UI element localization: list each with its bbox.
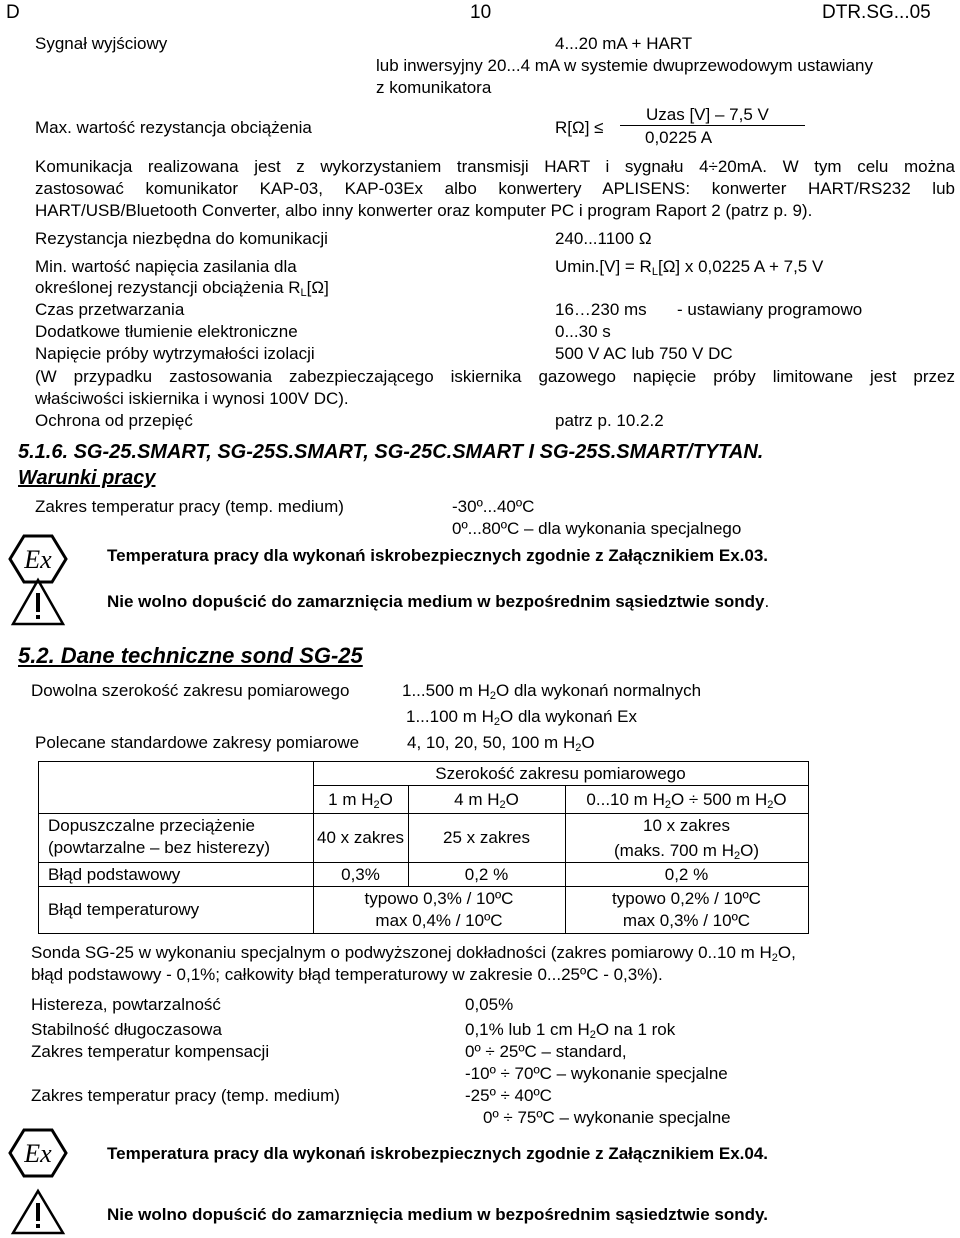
table-basic-error-1m: 0,3% bbox=[341, 865, 380, 884]
temp-range-value: -30º...40ºC bbox=[452, 497, 535, 516]
table-basic-error-range: 0,2 % bbox=[664, 865, 709, 884]
communication-line-2: zastosować komunikator KAP-03, KAP-03Ex albo konwertery APLISENS: konwerter HART/RS232 lub bbox=[35, 179, 955, 198]
warn-note-1: Nie wolno dopuścić do zamarznięcia medium w bezpośrednim sąsiedztwie sondy. bbox=[107, 592, 770, 611]
warn-note-2: Nie wolno dopuścić do zamarznięcia medium w bezpośrednim sąsiedztwie sondy. bbox=[107, 1205, 768, 1224]
arrester-note-line-1: (W przypadku zastosowania zabezpieczającego iskiernika gazowego napięcie próby limitowane jest przez bbox=[35, 367, 955, 386]
table-temp-error-range-max: max 0,3% / 10ºC bbox=[622, 911, 751, 930]
standard-ranges-value: 4, 10, 20, 50, 100 m $H_2O$ bbox=[407, 733, 595, 754]
min-voltage-formula: $Umin.[V] = R_L[\Omega]$ x 0,0225 A + 7,5 V bbox=[555, 257, 824, 278]
table-col-10-500m: 0...10 m $H_2O \div 500$ m $H_2O$ bbox=[586, 790, 787, 811]
communication-line-1: Komunikacja realizowana jest z wykorzystaniem transmisji HART i sygnału 4÷20mA. W tym celu można bbox=[35, 157, 955, 176]
table-overload-range-1: 10 x zakres bbox=[643, 816, 730, 835]
special-note-line-1: Sonda SG-25 w wykonaniu specjalnym o podwyższonej dokładności (zakres pomiarowy 0..10 m $H_2O$, bbox=[31, 943, 796, 964]
communication-line-3: HART/USB/Bluetooth Converter, albo inny konwerter oraz komputer PC i program Raport 2 (patrz p. 9). bbox=[35, 201, 813, 220]
processing-time-label: Czas przetwarzania bbox=[35, 300, 185, 319]
ex-hexagon-icon bbox=[8, 1127, 68, 1179]
table-col-4m: 4 m $H_2O$ bbox=[454, 790, 519, 811]
svg-text:Ex: Ex bbox=[24, 545, 52, 574]
output-signal-inverse: lub inwersyjny 20...4 mA w systemie dwuprzewodowym ustawiany bbox=[376, 56, 873, 75]
insulation-value: 500 V AC lub 750 V DC bbox=[555, 344, 733, 363]
damping-value: 0...30 s bbox=[555, 322, 611, 341]
special-note-line-2: błąd podstawowy - 0,1%; całkowity błąd temperaturowy w zakresie 0...25ºC - 0,3%). bbox=[31, 965, 663, 984]
output-signal-communicator: z komunikatora bbox=[376, 78, 492, 97]
table-overload-label-2: (powtarzalne – bez histerezy) bbox=[48, 838, 271, 857]
processing-time-note: - ustawiany programowo bbox=[677, 300, 863, 319]
section-516-subtitle: Warunki pracy bbox=[18, 467, 156, 489]
table-temp-error-range-typical: typowo 0,2% / 10ºC bbox=[612, 889, 761, 908]
table-overload-4m: 25 x zakres bbox=[443, 828, 530, 847]
section-516-title: 5.1.6. SG-25.SMART, SG-25S.SMART, SG-25C.SMART I SG-25S.SMART/TYTAN. bbox=[18, 441, 764, 463]
table-basic-error-label: Błąd podstawowy bbox=[48, 865, 181, 884]
table-temp-error-typical: typowo 0,3% / 10ºC bbox=[364, 889, 514, 908]
stability-label: Stabilność długoczasowa bbox=[31, 1020, 222, 1039]
range-label: Dowolna szerokość zakresu pomiarowego bbox=[31, 681, 350, 700]
section-52-title: 5.2. Dane techniczne sond SG-25 bbox=[18, 643, 363, 668]
min-voltage-label-2: określonej rezystancji obciążenia $R_L[\Omega]$ bbox=[35, 278, 329, 299]
medium-temp-label: Zakres temperatur pracy (temp. medium) bbox=[31, 1086, 340, 1105]
temp-range-special: 0º...80ºC – dla wykonania specjalnego bbox=[452, 519, 742, 538]
table-basic-error-4m: 0,2 % bbox=[464, 865, 509, 884]
range-value-normal: 1...500 m $H_2O$ dla wykonań normalnych bbox=[402, 681, 702, 702]
page-number: 10 bbox=[470, 2, 492, 23]
min-voltage-label-1: Min. wartość napięcia zasilania dla bbox=[35, 257, 297, 276]
max-load-numerator: Uzas [V] – 7,5 V bbox=[646, 105, 769, 124]
table-overload-1m: 40 x zakres bbox=[317, 828, 404, 847]
hysteresis-label: Histereza, powtarzalność bbox=[31, 995, 221, 1014]
warning-triangle-icon bbox=[10, 577, 66, 627]
processing-time-value: 16…230 ms bbox=[555, 300, 647, 319]
medium-temp-special: 0º ÷ 75ºC – wykonanie specjalne bbox=[483, 1108, 731, 1127]
range-value-ex: 1...100 m $H_2O$ dla wykonań Ex bbox=[406, 707, 638, 728]
warning-triangle-icon bbox=[10, 1188, 66, 1236]
table-col-1m: 1 m $H_2O$ bbox=[328, 790, 393, 811]
output-signal-label: Sygnał wyjściowy bbox=[35, 34, 168, 53]
stability-value: 0,1% lub 1 cm $H_2O$ na 1 rok bbox=[465, 1020, 676, 1041]
ex-note-1: Temperatura pracy dla wykonań iskrobezpiecznych zgodnie z Załącznikiem Ex.03. bbox=[107, 546, 769, 565]
compensation-value-special: -10º ÷ 70ºC – wykonanie specjalne bbox=[465, 1064, 728, 1083]
resistance-label: Rezystancja niezbędna do komunikacji bbox=[35, 229, 328, 248]
insulation-label: Napięcie próby wytrzymałości izolacji bbox=[35, 344, 315, 363]
compensation-label: Zakres temperatur kompensacji bbox=[31, 1042, 270, 1061]
fraction-line bbox=[620, 125, 805, 126]
ex-note-2: Temperatura pracy dla wykonań iskrobezpiecznych zgodnie z Załącznikiem Ex.04. bbox=[107, 1144, 769, 1163]
hysteresis-value: 0,05% bbox=[465, 995, 514, 1014]
table-overload-range-2: (maks. 700 m $H_2O$) bbox=[614, 841, 759, 862]
svg-text:Ex: Ex bbox=[24, 1139, 52, 1168]
medium-temp-value: -25º ÷ 40ºC bbox=[465, 1086, 552, 1105]
arrester-note-line-2: właściwości iskiernika i wynosi 100V DC). bbox=[35, 389, 349, 408]
compensation-value-standard: 0º ÷ 25ºC – standard, bbox=[465, 1042, 627, 1061]
document-code: DTR.SG...05 bbox=[822, 2, 931, 23]
table-temp-error-label: Błąd temperaturowy bbox=[48, 900, 200, 919]
output-signal-value: 4...20 mA + HART bbox=[555, 34, 693, 53]
header-left: D bbox=[6, 2, 20, 23]
damping-label: Dodatkowe tłumienie elektroniczne bbox=[35, 322, 298, 341]
table-temp-error-max: max 0,4% / 10ºC bbox=[375, 911, 503, 930]
surge-label: Ochrona od przepięć bbox=[35, 411, 193, 430]
temp-range-label: Zakres temperatur pracy (temp. medium) bbox=[35, 497, 344, 516]
surge-value: patrz p. 10.2.2 bbox=[555, 411, 664, 430]
table-group-header: Szerokość zakresu pomiarowego bbox=[435, 764, 686, 783]
standard-ranges-label: Polecane standardowe zakresy pomiarowe bbox=[35, 733, 360, 752]
max-load-denominator: 0,0225 A bbox=[645, 128, 713, 147]
max-load-formula-lhs: R[Ω] ≤ bbox=[555, 118, 604, 137]
resistance-value: 240...1100 Ω bbox=[555, 229, 652, 248]
max-load-label: Max. wartość rezystancja obciążenia bbox=[35, 118, 312, 137]
table-overload-label-1: Dopuszczalne przeciążenie bbox=[48, 816, 255, 835]
